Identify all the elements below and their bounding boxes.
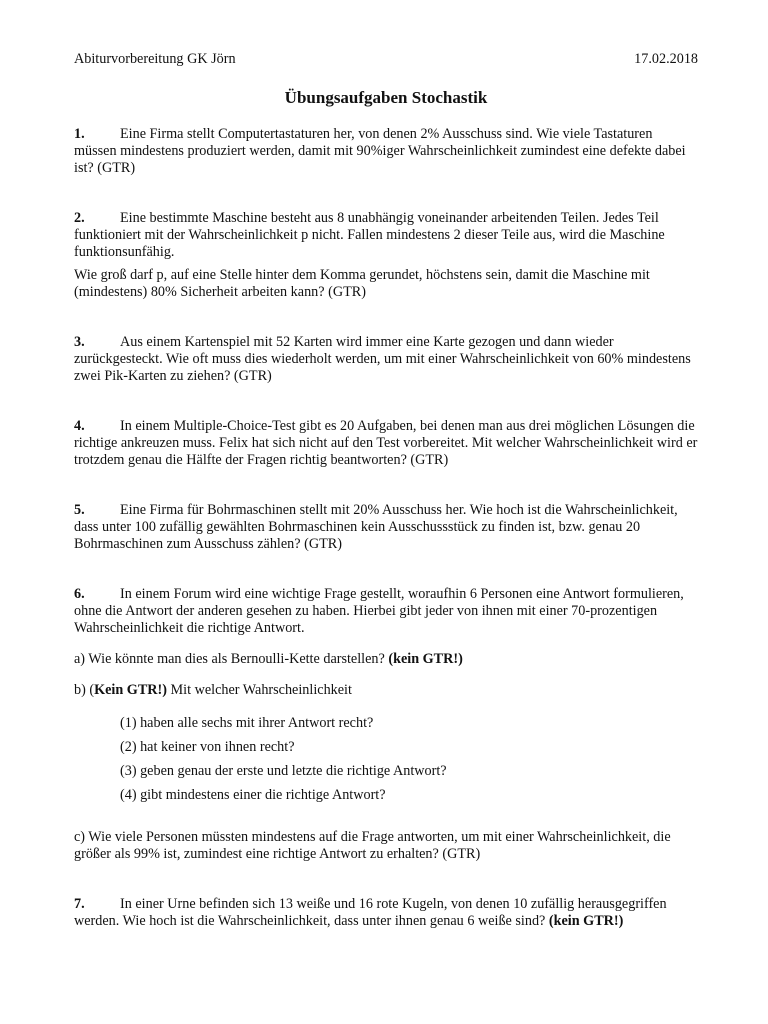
task-6b-text: Mit welcher Wahrscheinlichkeit [167,682,352,698]
task-7-note: (kein GTR!) [548,913,624,929]
page-header [74,50,698,68]
date-label: 17.02.2018 [634,51,698,67]
task-text: Aus einem Kartenspiel mit 52 Karten wird immer eine Karte gezogen und dann wieder zurückgesteckt. Wie oft muss dies wiederholt werden, um mit einer Wahrscheinlichkeit von 60% mindestens zwei Pik-Karten zu ziehen? (GTR) [74,334,691,384]
task-7 [74,896,698,930]
worksheet-page [74,50,698,930]
task-3 [74,334,698,385]
task-6c: c) Wie viele Personen müssten mindestens auf die Frage antworten, um mit einer Wahrscheinlichkeit, die größer als 99% ist, zumindest eine richtige Antwort zu erhalten? (GTR) [74,829,671,862]
task-6a [74,651,698,668]
task-2-question: Wie groß darf p, auf eine Stelle hinter dem Komma gerundet, höchstens sein, damit die Maschine mit (mindestens) 80% Sicherheit arbeiten kann? (GTR) [74,267,650,300]
task-6 [74,586,698,637]
task-text: In einer Urne befinden sich 13 weiße und 16 rote Kugeln, von denen 10 zufällig herausgegriffen werden. Wie hoch ist die Wahrscheinlichkeit, dass unter ihnen genau 6 weiße sind? [74,896,667,929]
task-text: Eine Firma stellt Computertastaturen her, von denen 2% Ausschuss sind. Wie viele Tastaturen müssen mindestens produziert werden, damit mit 90%iger Wahrscheinlichkeit zumindest eine defekte dabei ist? (GTR) [74,126,686,176]
task-5 [74,502,698,553]
task-4 [74,418,698,469]
task-number: 2. [74,210,85,226]
task-2 [74,210,698,261]
task-text: In einem Forum wird eine wichtige Frage gestellt, woraufhin 6 Personen eine Antwort formulieren, ohne die Antwort der anderen gesehen zu haben. Hierbei gibt jeder von ihnen mit einer 70-prozentigen Wahrscheinlichkeit die richtige Antwort. [74,586,684,636]
task-6b-subitem: (3) geben genau der erste und letzte die richtige Antwort? [120,763,447,779]
task-6a-text: a) Wie könnte man dies als Bernoulli-Kette darstellen? [74,651,389,667]
task-1 [74,126,698,177]
task-text: In einem Multiple-Choice-Test gibt es 20 Aufgaben, bei denen man aus drei möglichen Lösungen die richtige ankreuzen muss. Felix hat sich nicht auf den Test vorbereitet. Mit welcher Wahrscheinlichkeit wird er trotzdem genau die Hälfte der Fragen richtig beantworten? (GTR) [74,418,698,468]
task-number: 7. [74,896,85,912]
task-6b-subitem: (4) gibt mindestens einer die richtige Antwort? [120,787,386,803]
task-text: Eine Firma für Bohrmaschinen stellt mit 20% Ausschuss her. Wie hoch ist die Wahrscheinlichkeit, dass unter 100 zufällig gewählten Bohrmaschinen kein Ausschussstück zu finden ist, bzw. genau 20 Bohrmaschinen zum Ausschuss zählen? (GTR) [74,502,678,552]
page-title: Übungsaufgaben Stochastik [284,88,488,107]
task-text: Eine bestimmte Maschine besteht aus 8 unabhängig voneinander arbeitenden Teilen. Jedes Teil funktioniert mit der Wahrscheinlichkeit p nicht. Fallen mindestens 2 dieser Teile aus, wird die Maschine funktionsunfähig. [74,210,665,260]
course-label: Abiturvorbereitung GK Jörn [74,51,236,67]
task-6a-note: (kein GTR!) [388,651,463,667]
task-number: 1. [74,126,85,142]
task-6b-subitem: (2) hat keiner von ihnen recht? [120,739,295,755]
task-6b [74,682,698,699]
task-6b-note: Kein GTR!) [94,682,167,698]
task-number: 4. [74,418,85,434]
task-6b-subitem: (1) haben alle sechs mit ihrer Antwort recht? [120,715,374,731]
task-number: 5. [74,502,85,518]
task-6b-prefix: b) ( [74,682,95,698]
task-number: 6. [74,586,85,602]
task-number: 3. [74,334,85,350]
